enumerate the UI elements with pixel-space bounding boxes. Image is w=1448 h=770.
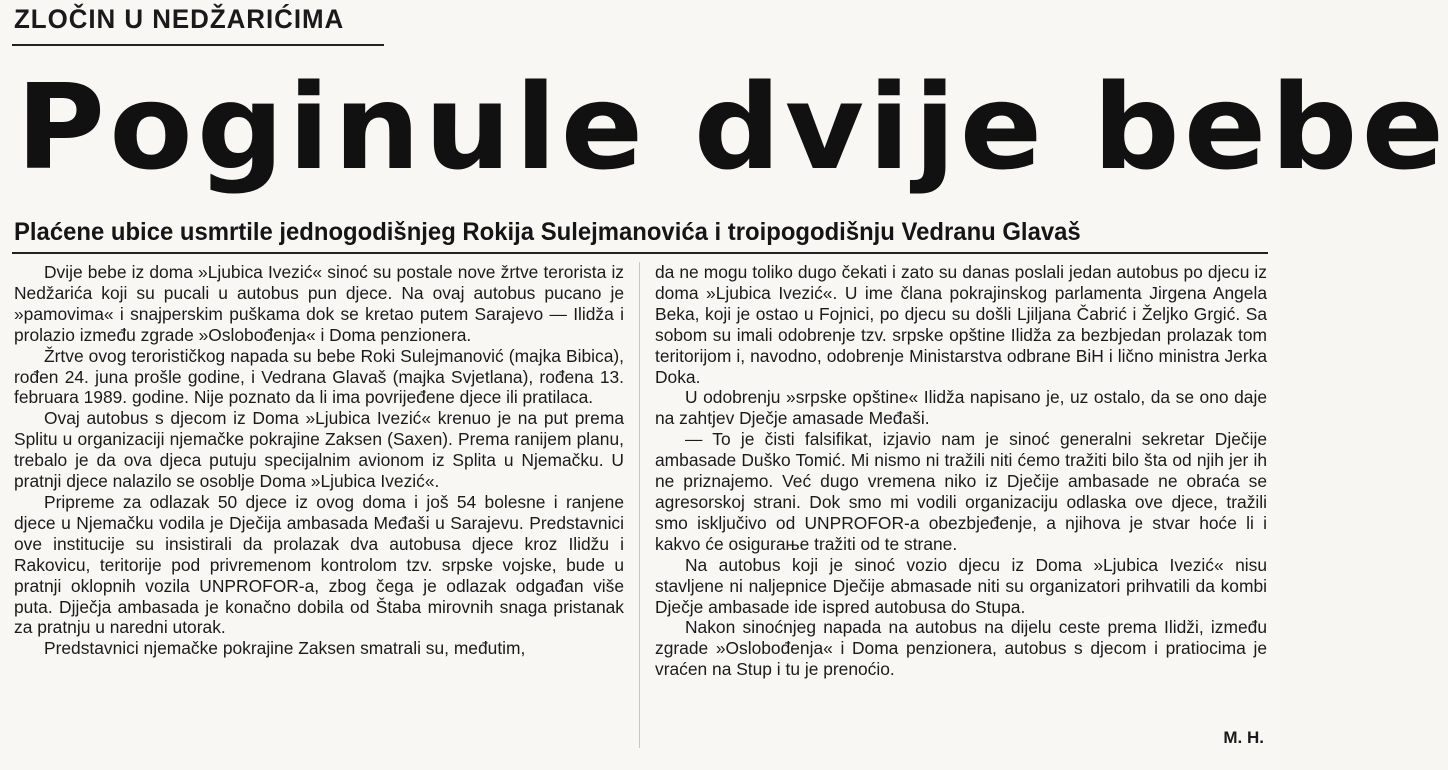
headline: Poginule dvije bebe <box>16 58 1448 196</box>
paragraph: Predstavnici njemačke pokrajine Zaksen smatrali su, međutim, <box>44 638 526 659</box>
subheadline: Plaćene ubice usmrtile jednogodišnjeg Rokija Sulejmanovića i troipogodišnju Vedranu Glavaš <box>14 218 1081 246</box>
article-column-left <box>14 262 624 659</box>
paragraph: U odobrenju »srpske opštine« Ilidža napisano je, uz ostalo, da se ono daje na zahtjev Dječje amasade Međaši. <box>655 387 1267 429</box>
subheadline-rule <box>12 252 1268 254</box>
paragraph: Na autobus koji je sinoć vozio djecu iz Doma »Ljubica Ivezić« nisu stavljene ni naljepnice Dječije abmasade niti su organizatori prihvatili da kombi Dječje ambasade ide ispred autobusa do Stupa. <box>655 554 1267 617</box>
paragraph: Nakon sinoćnjeg napada na autobus na dijelu ceste prema Ilidži, između zgrade »Oslobođenja« i Doma penzionera, autobus s djecom i pratiocima je vraćen na Stup i tu je prenoćio. <box>655 617 1267 680</box>
paragraph: — To je čisti falsifikat, izjavio nam je sinoć generalni sekretar Dječije ambasade Duško Tomić. Mi nismo ni tražili niti ćemo tražiti bilo šta od njih jer ih ne priznajemo. Već dugo vremena niko iz Dječije ambasade ne obraća se agresorskoj strani. Dok smo mi vodili organizaciju odlaska ove djece, tražili smo isključivo od UNPROFOR-a obezbjeđenje, a njihova je stvar hoće li i kakvo će osigurање tražiti od te strane. <box>655 429 1267 554</box>
kicker-rule <box>12 44 384 46</box>
byline: M. H. <box>1223 728 1264 747</box>
paragraph: da ne mogu toliko dugo čekati i zato su danas poslali jedan autobus po djecu iz doma »Ljubica Ivezić«. U ime člana pokrajinskog parlamenta Jirgena Angela Beka, koji je ostao u Fojnici, po djecu su došli Ljiljana Čabrić i Željko Grgić. Sa sobom su imali odobrenje tzv. srpske opštine Ilidža za bezbjedan prolazak tom teritorijom i, navodno, odobrenje Ministarstva odbrane BiH i lično ministra Jerka Doka. <box>655 262 1267 387</box>
paragraph: Ovaj autobus s djecom iz Doma »Ljubica Ivezić« krenuo je na put prema Splitu u organizaciji njemačke pokrajine Zaksen (Saxen). Prema ranijem planu, trebalo je da ova djeca putuju specijalnim avionom iz Splita u Njemačku. U pratnji djece nalazilo se osoblje Doma »Ljubica Ivezić«. <box>14 408 624 492</box>
column-divider <box>639 262 640 748</box>
article-column-right <box>655 262 1267 680</box>
paragraph: Dvije bebe iz doma »Ljubica Ivezić« sinoć su postale nove žrtve terorista iz Nedžarića koji su pucali u autobus pun djece. Na ovaj autobus pucano je »pamovima« i snajperskim puškama dok se kretao putem Sarajevo — Ilidža i prolazio između zgrade »Oslobođenja« i Doma penzionera. <box>14 262 624 345</box>
kicker: ZLOČIN U NEDŽARIĆIMA <box>14 4 345 34</box>
paragraph: Žrtve ovog terorističkog napada su bebe Roki Sulejmanović (majka Bibica), rođen 24. juna prošle godine, i Vedrana Glavaš (majka Svjetlana), rođena 13. februara 1989. godine. Nije poznato da li ima povrijeđene djece ili pratilaca. <box>14 345 624 408</box>
paragraph: Pripreme za odlazak 50 djece iz ovog doma i još 54 bolesne i ranjene djece u Njemačku vodila je Dječija ambasada Međaši u Sarajevu. Predstavnici ove institucije su insistirali da prolazak dva autobusa djece kroz Ilidžu i Rakovicu, teritorije pod privremenom kontrolom tzv. srpske vojske, bude u pratnji oklopnih vozila UNPROFOR-a, zbog čega je odlazak odgađan više puta. Djječja ambasada je konačno dobila od Štaba mirovnih snaga pristanak za pratnju u naredni utorak. <box>14 491 624 638</box>
